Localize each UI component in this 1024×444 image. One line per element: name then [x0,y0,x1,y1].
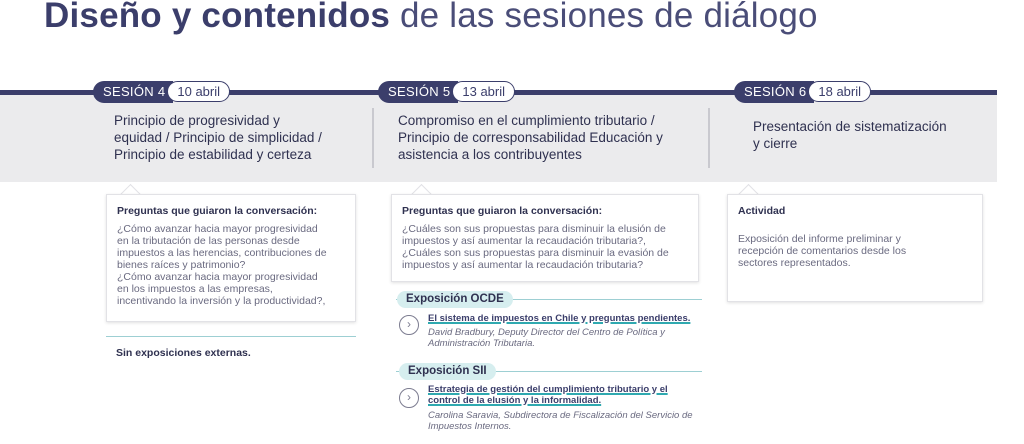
session-4-title-line: Principio de estabilidad y certeza [114,147,312,162]
speaker-line: Carolina Saravia, Subdirectora de Fiscalización del Servicio de [428,410,693,421]
card-body-line: ¿Cuáles son sus propuestas para disminuir la elusión de [402,223,666,235]
session-4-date: 10 abril [167,81,230,102]
speaker-line: Impuestos Internos. [428,421,512,432]
session-4-title [114,112,322,163]
session-4-questions-card [106,194,356,322]
session-6-title [753,118,947,152]
card-body-line: incentivando la inversión y la productividad?, [117,295,326,307]
session-4-title-line: equidad / Principio de simplicidad / [114,130,322,145]
session-6-activity-card [727,194,983,302]
card-body-line: ¿Cómo avanzar hacia mayor progresividad [117,271,318,283]
session-4-label: SESIÓN 4 [93,81,173,103]
session-divider [708,108,710,168]
session-5-title-line: asistencia a los contribuyentes [398,147,582,162]
session-4-pill [93,81,230,103]
divider-line [106,336,356,337]
speaker-line: David Bradbury, Deputy Director del Centro de Política y [428,327,665,338]
session-5-date: 13 abril [452,81,515,102]
exposition-ocde-speaker [428,327,665,349]
session-5-pill [378,81,515,103]
link-line[interactable]: Estrategia de gestión del cumplimiento tributario y el [428,384,668,395]
session-5-label: SESIÓN 5 [378,81,458,103]
card-body [402,223,669,271]
card-heading: Preguntas que guiaron la conversación: [117,205,318,217]
session-5-title [398,112,663,163]
page-title-rest: de las sesiones de diálogo [390,0,818,35]
card-body-line: impuestos a las herencias, contribuciones de [117,247,327,259]
session-6-pill [734,81,871,103]
card-body-line: impuestos y así aumentar la recaudación tributaria? [402,259,644,271]
session-6-title-line: Presentación de sistematización [753,119,947,134]
card-body-line: ¿Cuáles son sus propuestas para disminuir la evasión de [402,247,669,259]
session-6-date: 18 abril [808,81,871,102]
card-body-line: impuestos y así aumentar la recaudación tributaria?, [402,235,646,247]
session-5-title-line: Principio de corresponsabilidad Educación y [398,130,663,145]
session-5-title-line: Compromiso en el cumplimiento tributario / [398,113,655,128]
card-body [738,233,906,269]
session-6-label: SESIÓN 6 [734,81,814,103]
session-6-title-line: y cierre [753,136,798,151]
chevron-right-icon[interactable]: › [399,315,419,335]
session-5-questions-card [391,194,699,282]
card-body-line: ¿Cómo avanzar hacia mayor progresividad [117,223,318,235]
exposition-sii-link[interactable] [428,384,668,406]
exposition-ocde-link[interactable]: El sistema de impuestos en Chile y preguntas pendientes. [428,313,691,324]
exposition-ocde-tag: Exposición OCDE [397,291,513,308]
card-body-line: recepción de comentarios desde los [738,245,907,257]
card-heading: Preguntas que guiaron la conversación: [402,205,603,217]
exposition-sii-tag: Exposición SII [399,363,496,380]
card-body-line: Exposición del informe preliminar y [738,233,901,245]
no-expositions-note: Sin exposiciones externas. [116,347,251,359]
card-body-line: en los impuestos a las empresas, [117,283,273,295]
link-line[interactable]: control de la elusión y la informalidad. [428,395,602,406]
session-divider [372,108,374,168]
card-body-line: sectores representados. [738,257,851,269]
chevron-right-icon[interactable]: › [399,388,419,408]
card-heading: Actividad [738,205,786,217]
card-body-line: en la tributación de las personas desde [117,235,300,247]
page-title [44,0,818,36]
exposition-sii-speaker [428,410,693,432]
speaker-line: Administración Tributaria. [428,338,536,349]
session-4-title-line: Principio de progresividad y [114,113,280,128]
card-body [117,223,327,307]
card-body-line: bienes raíces y patrimonio? [117,259,246,271]
page-title-bold: Diseño y contenidos [44,0,391,35]
